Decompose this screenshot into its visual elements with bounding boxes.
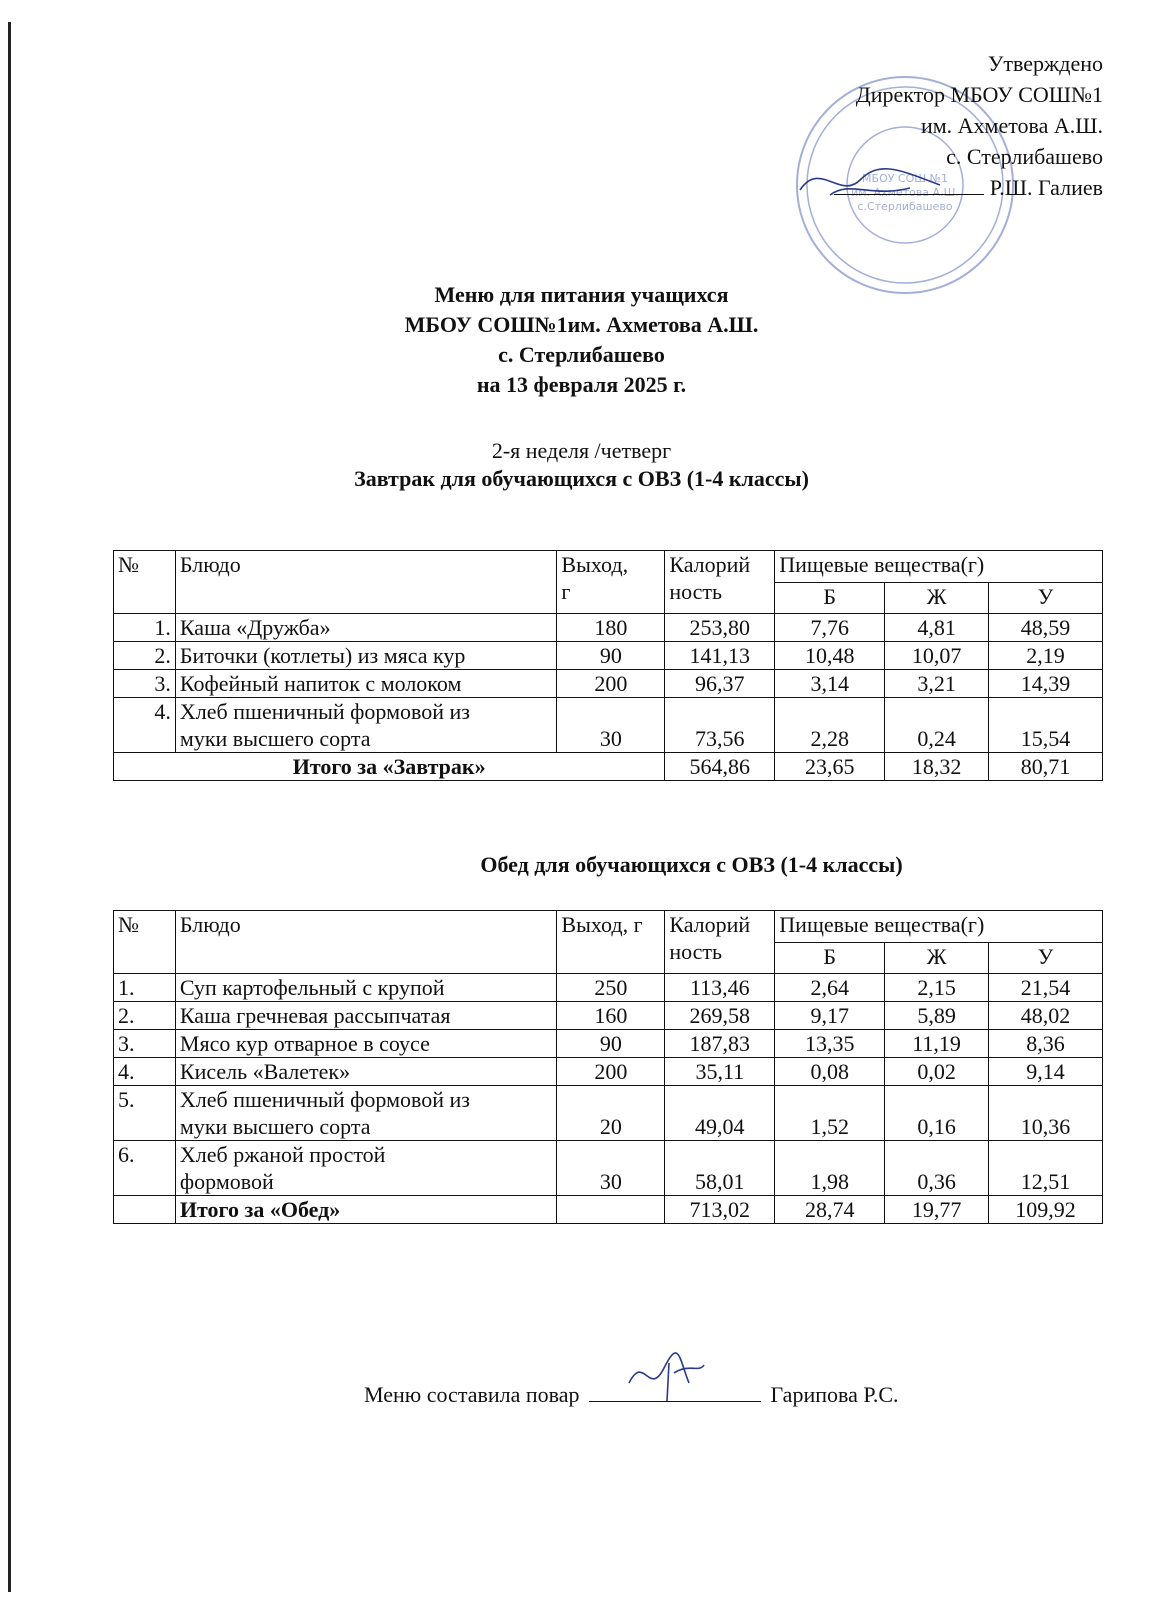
lunch-title: Обед для обучающихся с ОВЗ (1-4 классы)	[480, 852, 903, 877]
svg-text:им. Ахметова А.Ш.: им. Ахметова А.Ш.	[851, 186, 959, 199]
table-header-row	[114, 551, 1103, 583]
breakfast-table	[113, 550, 1103, 781]
table-row: 4. Кисель «Валетек» 200 35,11 0,08 0,02 9,14	[114, 1058, 1103, 1086]
table-row: 2. Биточки (котлеты) из мяса кур 90 141,13 10,48 10,07 2,19	[114, 642, 1103, 670]
lunch-table	[113, 910, 1103, 1224]
header-calories: Калорий ность	[665, 911, 775, 974]
header-yield: Выход, г	[557, 911, 665, 974]
svg-text:МБОУ СОШ №1: МБОУ СОШ №1	[862, 172, 948, 185]
svg-text:с.Стерлибашево: с.Стерлибашево	[857, 200, 953, 213]
table-row: 3. Мясо кур отварное в соусе 90 187,83 13,35 11,19 8,36	[114, 1030, 1103, 1058]
table-row: 6. Хлеб ржаной простой формовой 30 58,01 1,98 0,36 12,51	[114, 1141, 1103, 1196]
header-zh: Ж	[885, 582, 989, 614]
signature-line	[834, 178, 984, 195]
title-line-2: МБОУ СОШ№1им. Ахметова А.Ш.	[404, 312, 759, 337]
approval-line-5: Р.Ш. Галиев	[989, 175, 1103, 200]
total-row: Итого за «Обед» 713,02 28,74 19,77 109,92	[114, 1196, 1103, 1224]
header-b: Б	[775, 582, 885, 614]
title-line-3: с. Стерлибашево	[498, 342, 665, 367]
header-calories: Калорий ность	[665, 551, 775, 614]
table-header-row	[114, 911, 1103, 943]
header-num: №	[114, 551, 176, 614]
header-dish: Блюдо	[175, 551, 556, 614]
cook-signature	[619, 1343, 709, 1403]
header-yield: Выход, г	[557, 551, 665, 614]
approval-line-1: Утверждено	[987, 51, 1103, 76]
footer-label: Меню составила повар	[364, 1382, 580, 1407]
title-line-1: Меню для питания учащихся	[434, 282, 729, 307]
header-nutrients: Пищевые вещества(г)	[775, 551, 1103, 583]
table-row: 4. Хлеб пшеничный формовой из муки высшего сорта 30 73,56 2,28 0,24 15,54	[114, 698, 1103, 753]
approval-line-2: Директор МБОУ СОШ№1	[855, 82, 1103, 107]
approval-block	[834, 48, 1103, 203]
total-row: Итого за «Завтрак» 564,86 23,65 18,32 80,71	[114, 753, 1103, 781]
cook-signature-line	[589, 1383, 761, 1402]
header-num: №	[114, 911, 176, 974]
table-row: 1. Суп картофельный с крупой 250 113,46 2,64 2,15 21,54	[114, 974, 1103, 1002]
table-row: 2. Каша гречневая рассыпчатая 160 269,58 9,17 5,89 48,02	[114, 1002, 1103, 1030]
header-zh: Ж	[885, 942, 989, 974]
footer-name: Гарипова Р.С.	[770, 1382, 899, 1407]
document-title	[0, 280, 1163, 400]
header-nutrients: Пищевые вещества(г)	[775, 911, 1103, 943]
approval-line-4: с. Стерлибашево	[946, 144, 1103, 169]
table-row: 1. Каша «Дружба» 180 253,80 7,76 4,81 48,59	[114, 614, 1103, 642]
table-row: 3. Кофейный напиток с молоком 200 96,37 3,14 3,21 14,39	[114, 670, 1103, 698]
scan-edge	[8, 22, 11, 1592]
header-u: У	[989, 942, 1103, 974]
title-line-4: на 13 февраля 2025 г.	[476, 372, 687, 397]
header-u: У	[989, 582, 1103, 614]
footer	[364, 1382, 899, 1408]
table-row: 5. Хлеб пшеничный формовой из муки высшего сорта 20 49,04 1,52 0,16 10,36	[114, 1086, 1103, 1141]
week-label: 2-я неделя /четверг	[491, 438, 672, 463]
breakfast-title: Завтрак для обучающихся с ОВЗ (1-4 классы)	[354, 466, 809, 491]
approval-line-3: им. Ахметова А.Ш.	[920, 113, 1103, 138]
header-dish: Блюдо	[175, 911, 556, 974]
header-b: Б	[775, 942, 885, 974]
